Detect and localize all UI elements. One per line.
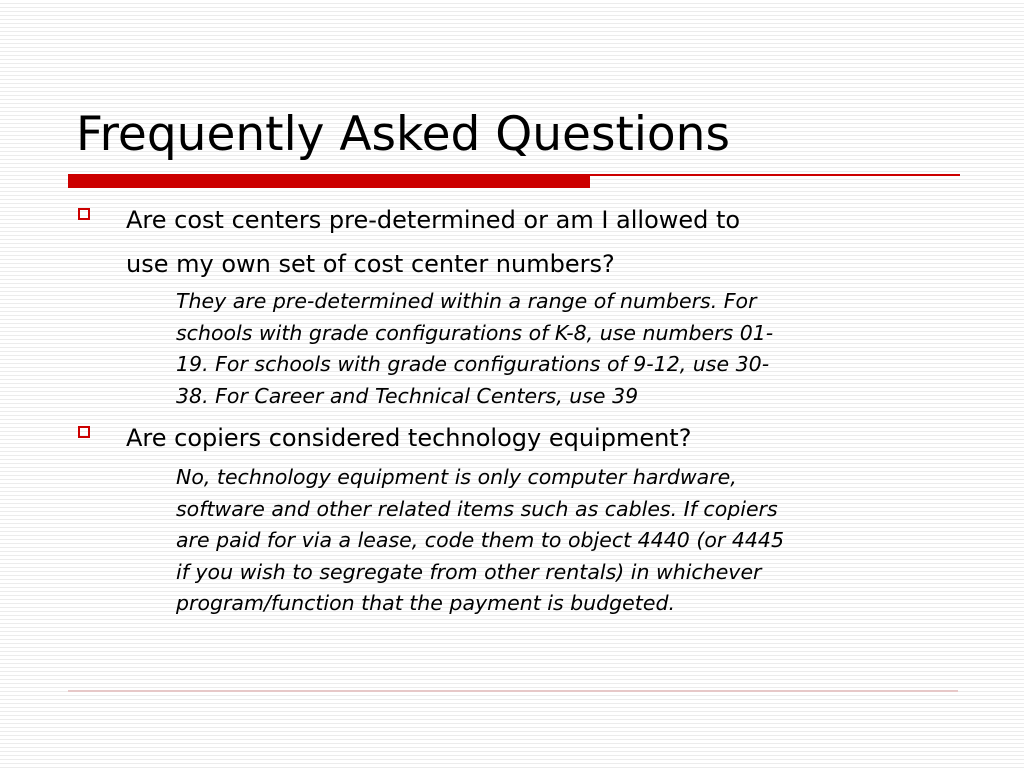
title-underline-thick: [68, 174, 590, 188]
faq-question: Are copiers considered technology equipment?: [126, 424, 692, 452]
faq-answer: They are pre-determined within a range of numbers. For schools with grade configurations of K-8, use numbers 01- 19. For schools with grade configurations of 9-12, use 30- 38. For Career and Technical Centers, use 39: [176, 289, 774, 408]
slide-title: Frequently Asked Questions: [76, 107, 730, 162]
square-bullet-icon: [78, 426, 90, 438]
footer-divider: [68, 690, 958, 692]
faq-answer: No, technology equipment is only computer hardware, software and other related items such as cables. If copiers are paid for via a lease, code them to object 4440 (or 4445 if you wish to segregate from other rentals) in whichever program/function that the payment is budgeted.: [176, 465, 785, 615]
square-bullet-icon: [78, 208, 90, 220]
title-underline-thin: [590, 174, 960, 176]
faq-question: Are cost centers pre-determined or am I allowed to use my own set of cost center numbers?: [126, 206, 741, 278]
